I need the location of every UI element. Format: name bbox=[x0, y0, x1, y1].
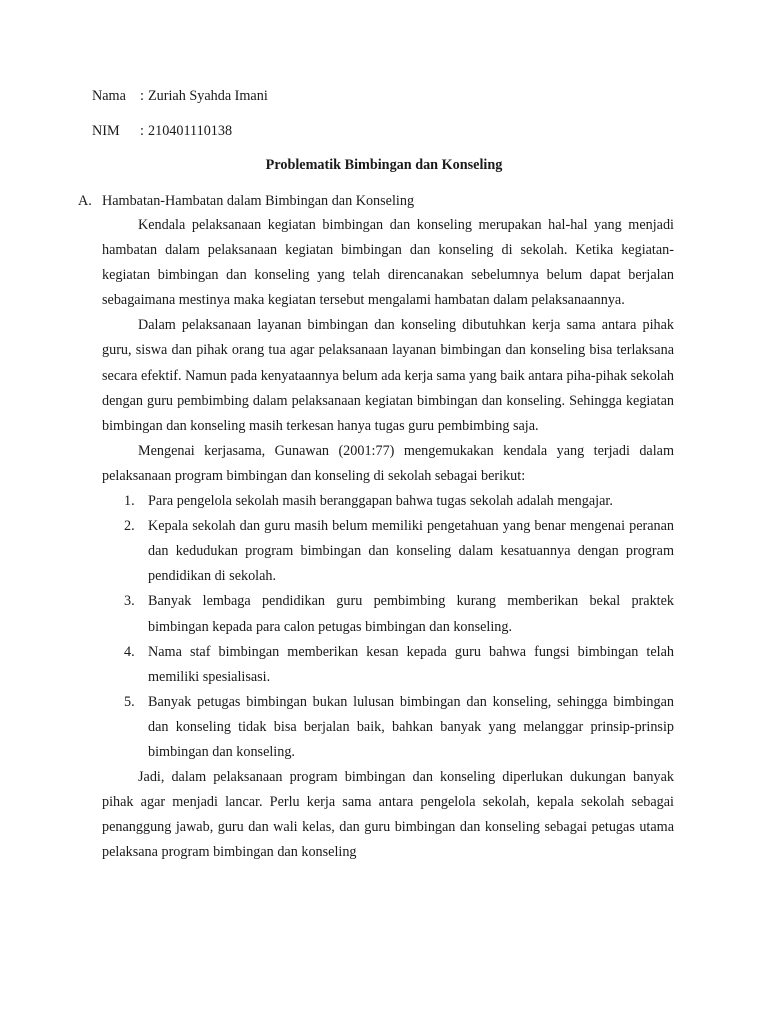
list-item bbox=[102, 640, 674, 690]
list-item bbox=[102, 589, 674, 639]
nim-separator: : bbox=[140, 123, 144, 139]
paragraph-1: Kendala pelaksanaan kegiatan bimbingan dan konseling merupakan hal-hal yang menjadi hambatan dalam pelaksanaan kegiatan bimbingan dan konseling di sekolah. Ketika kegiatan-kegiatan bimbingan dan konseling yang telah direncanakan sebelumnya belum dapat berjalan sebagaimana mestinya maka kegiatan tersebut mengalami hambatan dalam pelaksanaannya. bbox=[102, 217, 674, 309]
section-heading bbox=[78, 191, 414, 211]
paragraph-2: Dalam pelaksanaan layanan bimbingan dan konseling dibutuhkan kerja sama antara pihak guru, siswa dan pihak orang tua agar pelaksanaan layanan bimbingan dan konseling bisa terlaksana secara efektif. Namun pada kenyataannya belum ada kerja sama yang baik antara piha-pihak sekolah dengan guru pembimbing dalam pelaksanaan kegiatan bimbingan dan konseling. Sehingga kegiatan bimbingan dan konseling masih terkesan hanya tugas guru pembimbing saja. bbox=[102, 317, 674, 434]
list-item bbox=[102, 690, 674, 765]
document-body bbox=[102, 213, 674, 865]
name-label: Nama bbox=[92, 88, 126, 104]
section-heading-text: Hambatan-Hambatan dalam Bimbingan dan Konseling bbox=[102, 193, 415, 209]
nim-label: NIM bbox=[92, 123, 120, 139]
list-item-text: Banyak lembaga pendidikan guru pembimbing kurang memberikan bekal praktek bimbingan kepada para calon petugas bimbingan dan konseling. bbox=[148, 593, 674, 635]
list-item bbox=[102, 514, 674, 589]
nim-value: 210401110138 bbox=[148, 123, 233, 139]
paragraph-4: Jadi, dalam pelaksanaan program bimbingan dan konseling diperlukan dukungan banyak pihak agar menjadi lancar. Perlu kerja sama antara pengelola sekolah, kepala sekolah sebagai penanggung jawab, guru dan wali kelas, dan guru bimbingan dan konseling sebagai petugas utama pelaksana program bimbingan dan konseling bbox=[102, 769, 674, 861]
list-item-text: Kepala sekolah dan guru masih belum memiliki pengetahuan yang benar mengenai peranan dan kedudukan program bimbingan dan konseling dalam kesatuannya dengan program pendidikan di sekolah. bbox=[148, 518, 674, 585]
nim-row bbox=[92, 121, 232, 141]
list-item-text: Para pengelola sekolah masih beranggapan bahwa tugas sekolah adalah mengajar. bbox=[148, 493, 613, 510]
list-item bbox=[102, 489, 674, 514]
section-letter: A. bbox=[78, 193, 92, 209]
obstacle-list bbox=[102, 489, 674, 765]
list-item-number: 5. bbox=[124, 693, 135, 710]
document-title: Problematik Bimbingan dan Konseling bbox=[265, 157, 503, 173]
name-separator: : bbox=[140, 88, 144, 104]
list-item-number: 2. bbox=[124, 518, 135, 535]
list-item-number: 3. bbox=[124, 593, 135, 610]
list-item-number: 1. bbox=[124, 493, 135, 510]
list-item-text: Nama staf bimbingan memberikan kesan kepada guru bahwa fungsi bimbingan telah memiliki spesialisasi. bbox=[148, 643, 674, 685]
paragraph-3: Mengenai kerjasama, Gunawan (2001:77) mengemukakan kendala yang terjadi dalam pelaksanaan program bimbingan dan konseling di sekolah sebagai berikut: bbox=[102, 442, 674, 484]
list-item-text: Banyak petugas bimbingan bukan lulusan bimbingan dan konseling, sehingga bimbingan dan konseling tidak bisa berjalan baik, bahkan banyak yang melanggar prinsip-prinsip bimbingan dan konseling. bbox=[148, 693, 674, 760]
name-value: Zuriah Syahda Imani bbox=[148, 88, 268, 104]
list-item-number: 4. bbox=[124, 643, 135, 660]
name-row bbox=[92, 86, 268, 106]
